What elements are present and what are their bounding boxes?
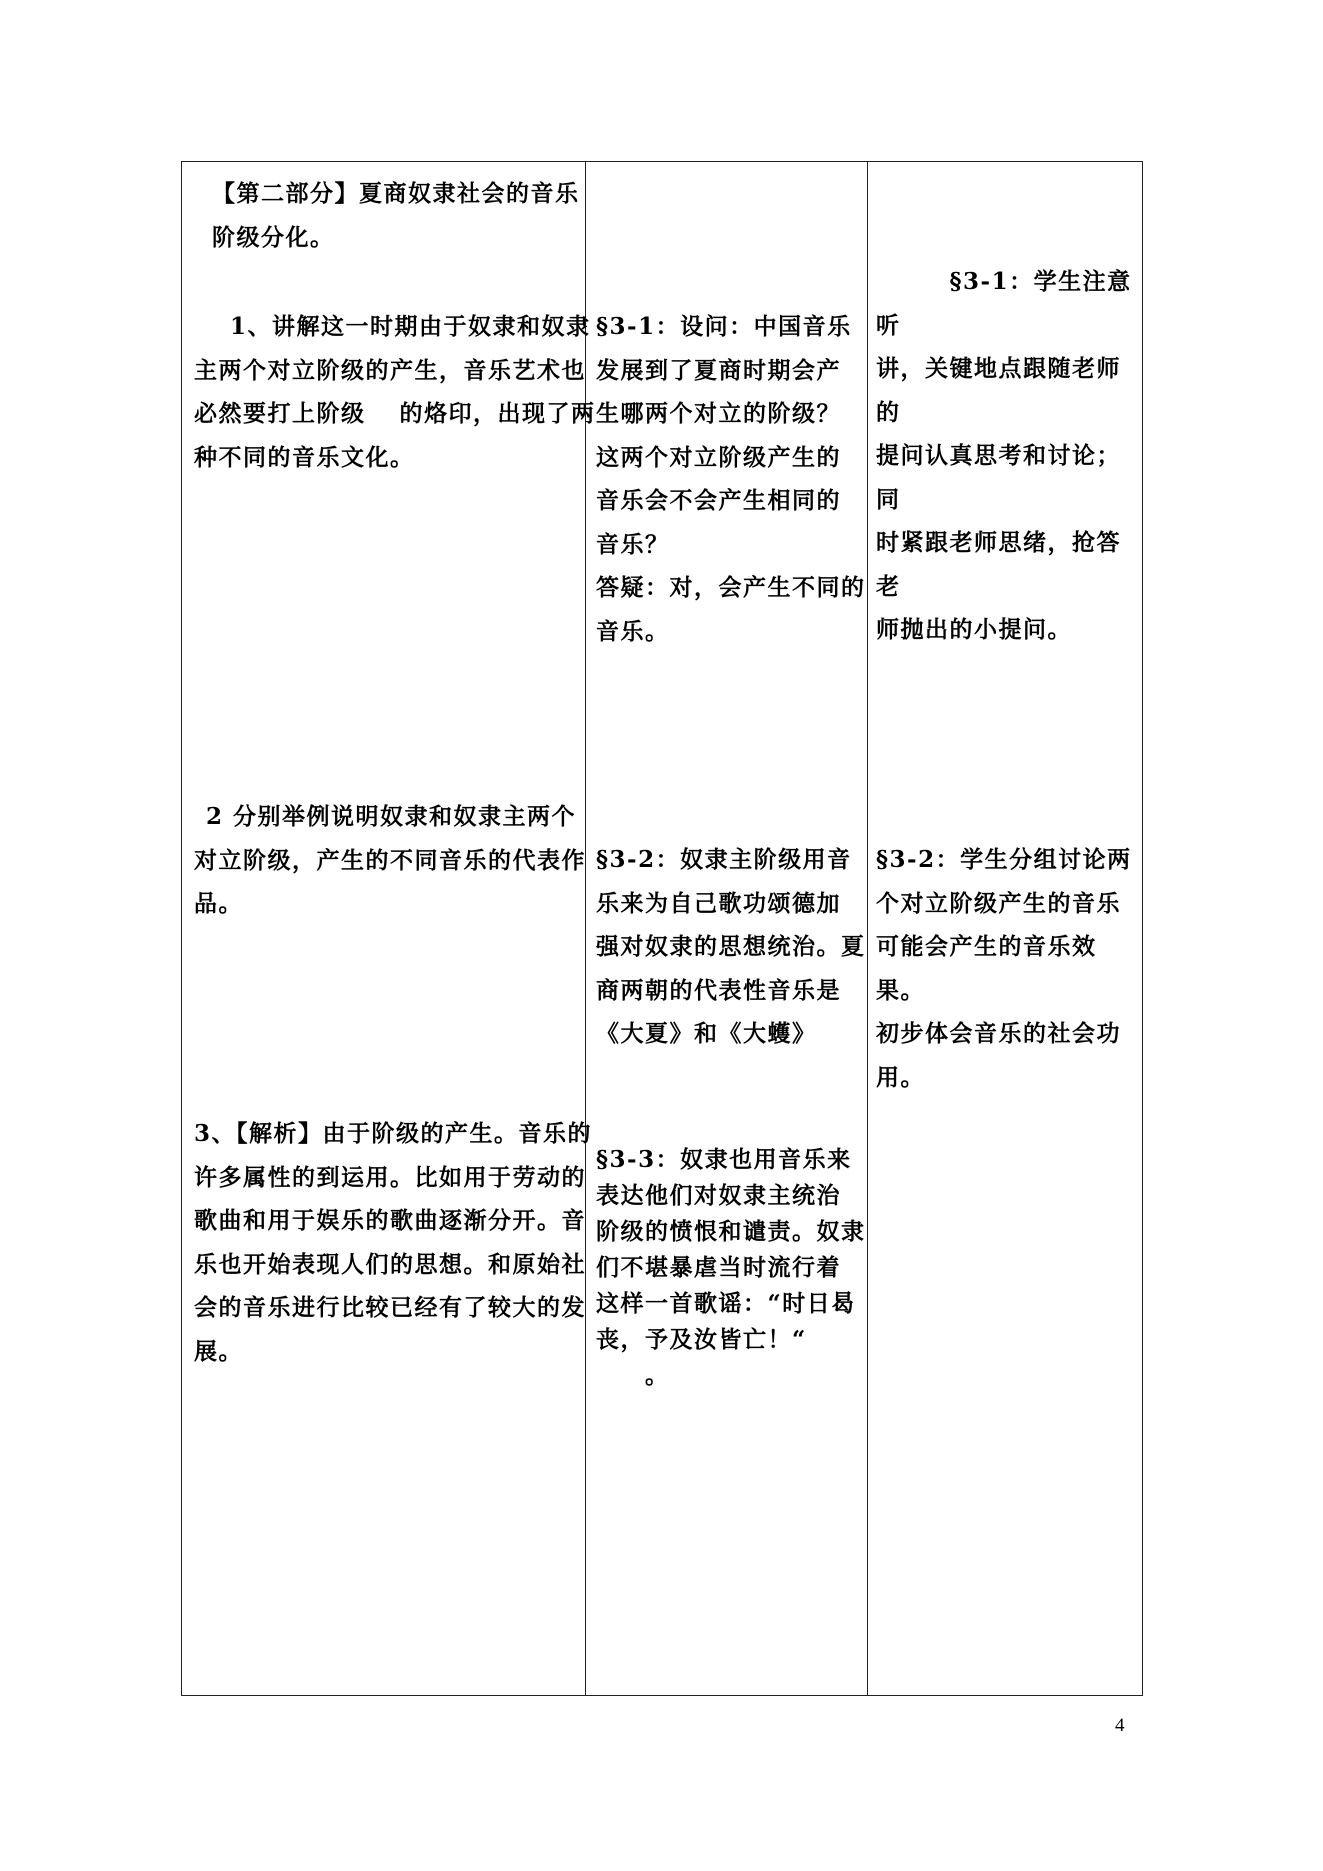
col3-section-3-1: §3-1：学生注意听 讲，关键地点跟随老师的 提问认真思考和讨论；同 时紧跟老师思绪，抢答老 师抛出的小提问。	[876, 268, 1132, 643]
col1-item-2: 2 分别举例说明奴隶和奴隶主两个 对立阶级，产生的不同音乐的代表作 品。	[194, 803, 586, 917]
col3-section-3-2: §3-2：学生分组讨论两 个对立阶级产生的音乐 可能会产生的音乐效果。 初步体会音乐的社会功 用。	[876, 846, 1132, 1091]
part-two-heading: 【第二部分】夏商奴隶社会的音乐 阶级分化。	[212, 180, 580, 251]
col2-section-3-1: §3-1：设问：中国音乐 发展到了夏商时期会产 生哪两个对立的阶级？ 这两个对立阶级产生的 音乐会不会产生相同的 音乐？ 答疑：对，会产生不同的 音乐。	[596, 313, 866, 645]
column-divider-2	[867, 162, 868, 1695]
col1-item-3: 3、【解析】由于阶级的产生。音乐的 许多属性的到运用。比如用于劳动的 歌曲和用于娱乐的歌曲逐渐分开。音 乐也开始表现人们的思想。和原始社 会的音乐进行比较已经有了较大的发 展。	[194, 1120, 593, 1365]
page-number: 4	[1115, 1715, 1125, 1736]
col1-item-1: 1、讲解这一时期由于奴隶和奴隶 主两个对立阶级的产生，音乐艺术也 必然要打上阶级 的烙印，出现了两 种不同的音乐文化。	[194, 313, 596, 471]
lesson-plan-table	[181, 161, 1143, 1696]
col2-section-3-3: §3-3：奴隶也用音乐来 表达他们对奴隶主统治 阶级的愤恨和谴责。奴隶 们不堪暴虐当时流行着 这样一首歌谣：“时日曷 丧，予及汝皆亡！“ 。	[596, 1146, 866, 1389]
col2-section-3-2: §3-2：奴隶主阶级用音 乐来为自己歌功颂德加 强对奴隶的思想统治。夏 商两朝的代表性音乐是 《大夏》和《大蠖》	[596, 846, 866, 1047]
